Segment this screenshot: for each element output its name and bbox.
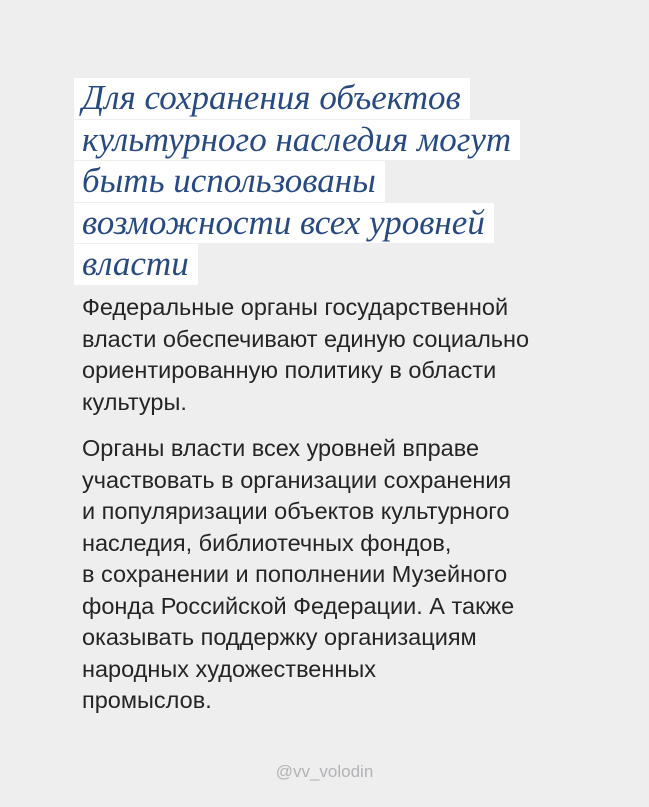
headline-line-text: власти (74, 244, 198, 285)
paragraph-line: и популяризации объектов культурного (82, 498, 510, 524)
author-handle: @vv_volodin (275, 762, 374, 781)
paragraph-line: власти обеспечивают единую социально (82, 325, 530, 352)
body-text (82, 292, 622, 717)
paragraph-line: культуры. (82, 388, 187, 415)
paragraph-line: в сохранении и пополнении Музейного (82, 561, 508, 587)
paragraph-line: народных художественных (82, 655, 376, 682)
headline-line (74, 120, 594, 162)
paragraph-line: Федеральные органы государственной (82, 294, 509, 320)
headline-line (74, 203, 594, 245)
headline-line-text: Для сохранения объектов (74, 78, 470, 119)
paragraph-line: промыслов. (82, 687, 212, 713)
headline-line-text: быть использованы (74, 161, 385, 202)
paragraph-line: ориентированную политику в области (82, 357, 497, 383)
paragraph-line: участвовать в организации сохранения (82, 466, 512, 493)
headline-line (74, 244, 594, 286)
headline-line (74, 78, 594, 120)
paragraph-line: наследия, библиотечных фондов, (82, 529, 452, 556)
headline (74, 78, 594, 286)
headline-line-text: культурного наследия могут (74, 120, 520, 161)
paragraph-line: Органы власти всех уровней вправе (82, 435, 480, 461)
paragraph-line: оказывать поддержку организациям (82, 624, 477, 650)
paragraph-all-levels (82, 433, 622, 717)
paragraph-line: фонда Российской Федерации. А также (82, 592, 515, 619)
paragraph-federal-bodies (82, 292, 622, 418)
headline-line (74, 161, 594, 203)
headline-line-text: возможности всех уровней (74, 203, 494, 244)
